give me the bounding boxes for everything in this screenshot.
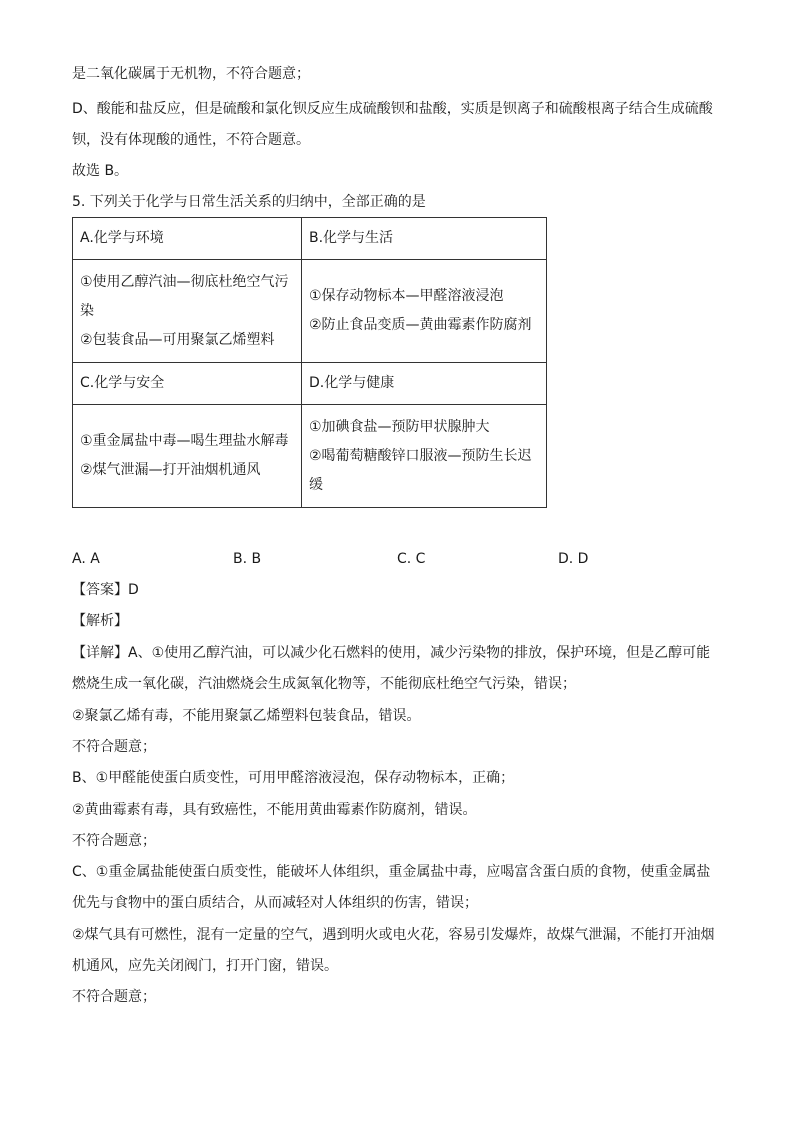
answer-options xyxy=(72,549,612,569)
detail-line: C、①重金属盐能使蛋白质变性，能破坏人体组织，重金属盐中毒，应喝富含蛋白质的食物，使重金属盐 xyxy=(72,864,711,880)
option-c: C. C xyxy=(397,551,426,567)
cell-line: ②防止食品变质—黄曲霉素作防腐剂 xyxy=(309,317,532,333)
cell-body-b xyxy=(302,260,547,363)
detail-line: ②聚氯乙烯有毒，不能用聚氯乙烯塑料包装食品，错误。 xyxy=(72,708,421,724)
cell-body-d xyxy=(302,405,547,508)
cell-line: ②喝葡萄糖酸锌口服液—预防生长迟 xyxy=(309,447,532,464)
detail-text: A、①使用乙醇汽油，可以减少化石燃料的使用，减少污染物的排放，保护环境，但是乙醇可能 xyxy=(128,645,711,661)
detail-line: ②煤气具有可燃性，混有一定量的空气，遇到明火或电火花，容易引发爆炸，故煤气泄漏，不能打开油烟 xyxy=(72,927,715,943)
intro-line: 故选 B。 xyxy=(72,163,129,179)
cell-title-a: A.化学与环境 xyxy=(73,218,302,260)
detail-line: B、①甲醛能使蛋白质变性，可用甲醛溶液浸泡，保存动物标本，正确； xyxy=(72,770,515,786)
cell-line: ①保存动物标本—甲醛溶液浸泡 xyxy=(309,288,504,304)
cell-line: 缓 xyxy=(309,476,323,493)
answer-value: D xyxy=(128,582,139,598)
detail-line: 不符合题意； xyxy=(72,989,156,1005)
cell-body-c xyxy=(73,405,302,508)
detail-line: 机通风，应先关闭阀门，打开门窗，错误。 xyxy=(72,958,338,974)
analysis-label: 【解析】 xyxy=(72,613,128,629)
table-row xyxy=(73,260,547,363)
answer-line xyxy=(72,580,139,600)
detail-line: 优先与食物中的蛋白质结合，从而减轻对人体组织的伤害，错误； xyxy=(72,895,478,911)
question-stem: 5. 下列关于化学与日常生活关系的归纳中，全部正确的是 xyxy=(72,194,426,210)
detail-line: 不符合题意； xyxy=(72,833,156,849)
cell-body-a xyxy=(73,260,302,363)
cell-title-c: C.化学与安全 xyxy=(73,363,302,405)
cell-line: ①使用乙醇汽油—彻底杜绝空气污 xyxy=(80,273,289,290)
detail-label: 【详解】 xyxy=(72,645,128,661)
option-b: B. B xyxy=(233,551,262,567)
table-row xyxy=(73,363,547,405)
detail-line xyxy=(72,643,710,663)
option-a: A. A xyxy=(72,551,100,567)
detail-line: 燃烧生成一氧化碳，汽油燃烧会生成氮氧化物等，不能彻底杜绝空气污染，错误； xyxy=(72,676,576,692)
summary-table xyxy=(72,217,547,508)
cell-title-b: B.化学与生活 xyxy=(302,218,547,260)
answer-label: 【答案】 xyxy=(72,582,128,598)
detail-line: 不符合题意； xyxy=(72,739,156,755)
cell-line: ②煤气泄漏—打开油烟机通风 xyxy=(80,462,261,478)
detail-line: ②黄曲霉素有毒，具有致癌性，不能用黄曲霉素作防腐剂，错误。 xyxy=(72,802,477,818)
option-d: D. D xyxy=(558,551,589,567)
intro-line: 钡，没有体现酸的通性，不符合题意。 xyxy=(72,132,310,148)
cell-line: ②包装食品—可用聚氯乙烯塑料 xyxy=(80,331,275,348)
cell-line: 染 xyxy=(80,302,94,319)
table-row xyxy=(73,405,547,508)
cell-line: ①加碘食盐—预防甲状腺肿大 xyxy=(309,418,490,435)
cell-line: ①重金属盐中毒—喝生理盐水解毒 xyxy=(80,433,289,449)
intro-line: 是二氧化碳属于无机物，不符合题意； xyxy=(72,66,310,82)
cell-title-d: D.化学与健康 xyxy=(302,363,547,405)
intro-line: D、酸能和盐反应，但是硫酸和氯化钡反应生成硫酸钡和盐酸，实质是钡离子和硫酸根离子结合生成硫酸 xyxy=(72,101,713,117)
table-row xyxy=(73,218,547,260)
